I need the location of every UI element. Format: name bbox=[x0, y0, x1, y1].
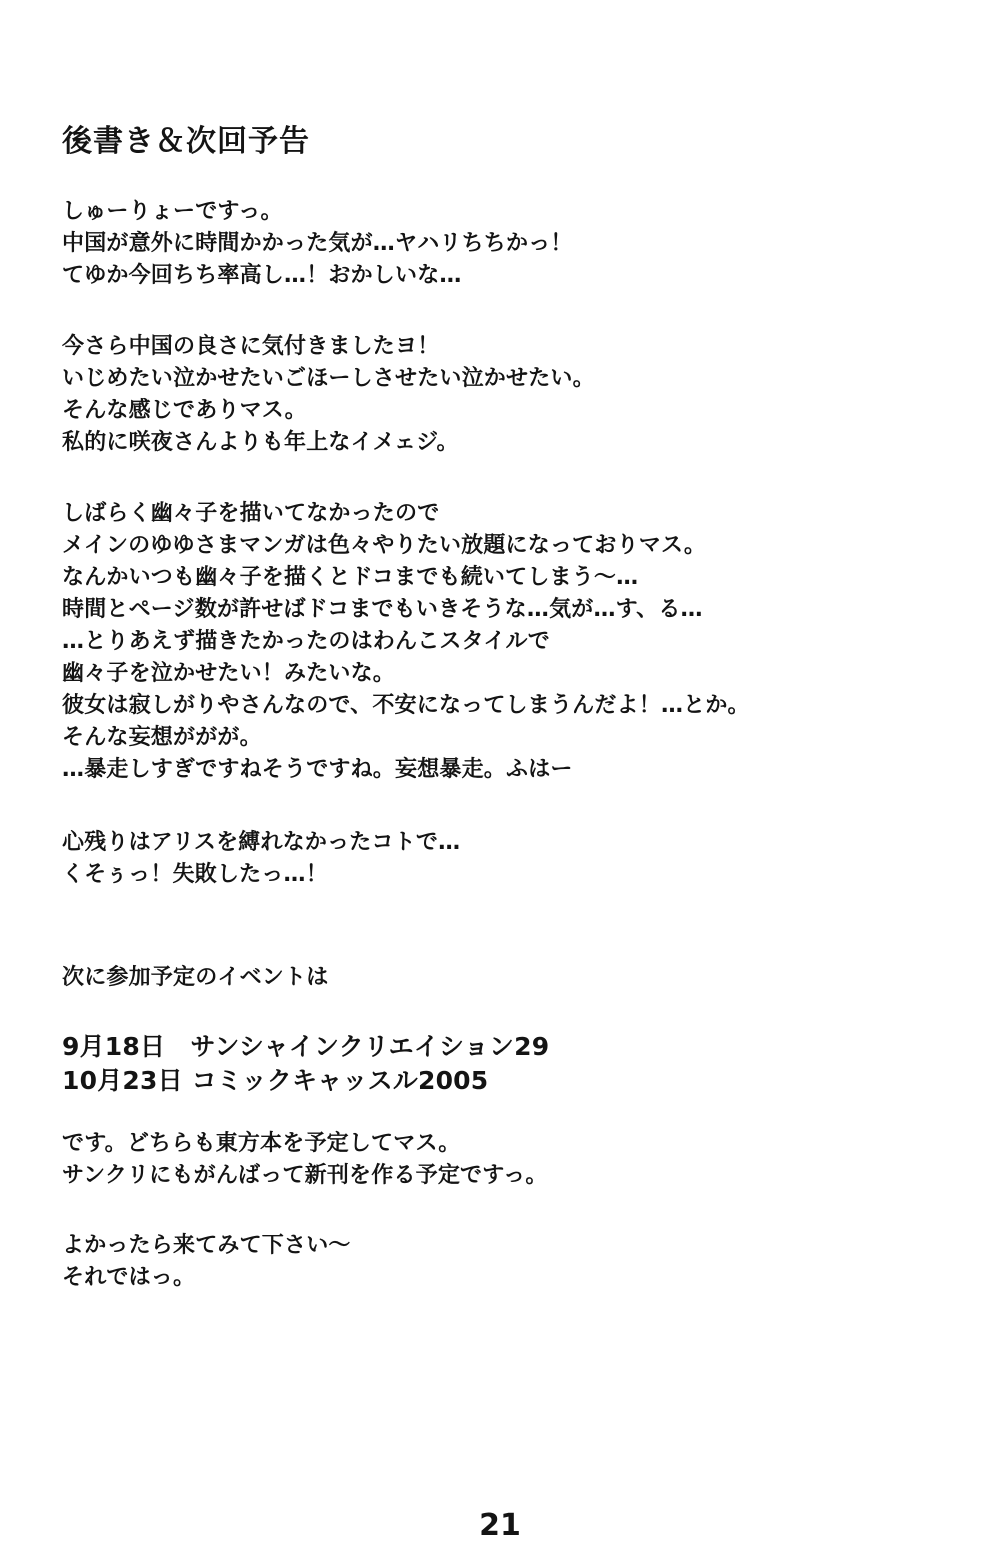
text-line: …暴走しすぎですねそうですね。妄想暴走。ふはー bbox=[62, 757, 573, 782]
paragraph-yuyuko bbox=[62, 498, 750, 786]
text-line: …とりあえず描きたかったのはわんこスタイルで bbox=[62, 629, 550, 654]
text-line: それではっ。 bbox=[62, 1265, 196, 1290]
paragraph-alice bbox=[62, 827, 460, 891]
text-line: メインのゆゆさまマンガは色々やりたい放題になっておりマス。 bbox=[62, 533, 707, 558]
event-item: 10月23日 コミックキャッスル2005 bbox=[62, 1066, 489, 1095]
text-line: 心残りはアリスを縛れなかったコトで… bbox=[62, 830, 461, 855]
paragraph-china bbox=[62, 331, 595, 459]
text-line: そんな感じでありマス。 bbox=[62, 398, 307, 423]
page-number: 21 bbox=[479, 1508, 521, 1543]
text-line: しゅーりょーですっ。 bbox=[62, 199, 283, 224]
text-line: 中国が意外に時間かかった気が…ヤハリちちかっ！ bbox=[62, 231, 573, 256]
afterword-title: 後書き＆次回予告 bbox=[62, 124, 310, 159]
paragraph-plans bbox=[62, 1128, 548, 1192]
text-line: 私的に咲夜さんよりも年上なイメェジ。 bbox=[62, 430, 459, 455]
text-line: サンクリにもがんばって新刊を作る予定ですっ。 bbox=[62, 1163, 548, 1188]
text-line: 時間とページ数が許せばドコまでもいきそうな…気が…す、る… bbox=[62, 597, 703, 622]
text-line: くそぅっ！失敗したっ…！ bbox=[62, 862, 328, 887]
text-line: しばらく幽々子を描いてなかったので bbox=[62, 501, 440, 526]
text-line: です。どちらも東方本を予定してマス。 bbox=[62, 1131, 461, 1156]
text-line: いじめたい泣かせたいごほーしさせたい泣かせたい。 bbox=[62, 366, 595, 391]
event-list bbox=[62, 1030, 549, 1098]
text-line: 彼女は寂しがりやさんなので、不安になってしまうんだよ！…とか。 bbox=[62, 693, 750, 718]
text-line: てゆか今回ちち率高し…！おかしいな… bbox=[62, 263, 462, 288]
event-item: 9月18日 サンシャインクリエイション29 bbox=[62, 1032, 550, 1061]
paragraph-ending bbox=[62, 196, 573, 292]
paragraph-closing bbox=[62, 1230, 351, 1294]
text-line: 今さら中国の良さに気付きましたヨ！ bbox=[62, 334, 440, 359]
text-line: 次に参加予定のイベントは bbox=[62, 965, 329, 990]
text-line: なんかいつも幽々子を描くとドコまでも続いてしまう～… bbox=[62, 565, 639, 590]
paragraph-events-intro bbox=[62, 962, 328, 994]
text-line: よかったら来てみて下さい～ bbox=[62, 1233, 351, 1258]
text-line: 幽々子を泣かせたい！みたいな。 bbox=[62, 661, 396, 686]
text-line: そんな妄想ががが。 bbox=[62, 725, 262, 750]
